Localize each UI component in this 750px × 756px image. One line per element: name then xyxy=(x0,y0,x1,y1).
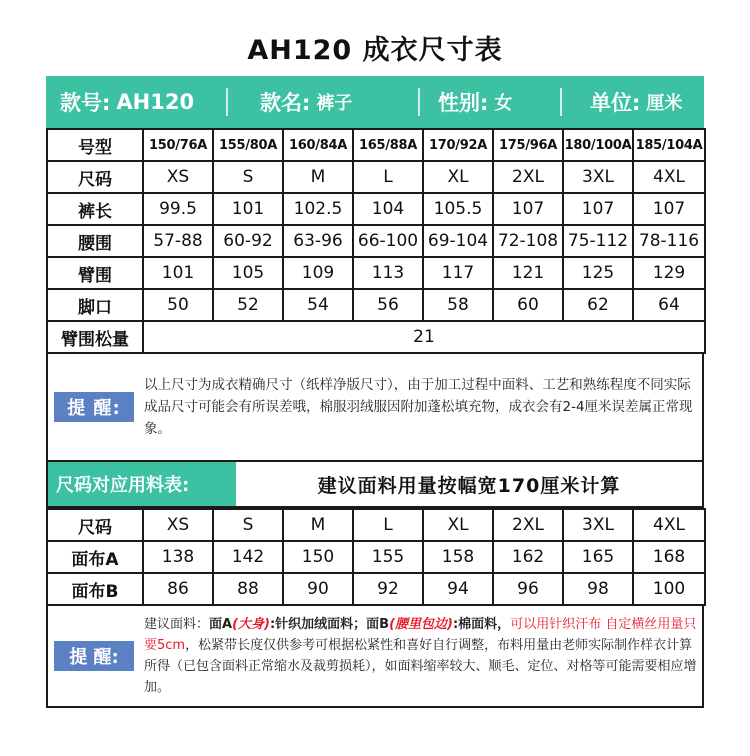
reminder-badge-2: 提 醒: xyxy=(54,641,134,671)
table-cell: 113 xyxy=(353,257,423,289)
row-label: 面布B xyxy=(47,573,143,605)
size-row xyxy=(47,193,705,225)
table-cell: 98 xyxy=(563,573,633,605)
table-cell: XS xyxy=(143,509,213,541)
ease-row xyxy=(47,321,705,353)
note-box xyxy=(46,354,704,462)
table-cell: 99.5 xyxy=(143,193,213,225)
table-cell: 60-92 xyxy=(213,225,283,257)
note-text: 以上尺寸为成衣精确尺寸（纸样净版尺寸），由于加工过程中面料、工艺和熟练程度不同实际成品尺寸可能会有所误差哦，棉服羽绒服因附加蓬松填充物，成衣会有2-4厘米误差属正常现象。 xyxy=(144,377,693,437)
table-cell: 160/84A xyxy=(283,129,353,161)
style-number-value: AH120 xyxy=(116,90,195,114)
note2-part: 可以用针织汗布 自定横丝用量只要5cm xyxy=(144,617,697,653)
table-cell: 63-96 xyxy=(283,225,353,257)
fabric-note-text xyxy=(144,614,699,698)
row-label: 号型 xyxy=(47,129,143,161)
table-cell: 168 xyxy=(633,541,705,573)
table-cell: 155/80A xyxy=(213,129,283,161)
note2-part: ，松紧带长度仅供参考可根据松紧性和喜好自行调整，布料用量由老师实际制作样衣计算所得（已包含面料正常缩水及裁剪损耗），如面料缩率较大、顺毛、定位、对格等可能需要相应增加。 xyxy=(144,638,697,695)
row-label: 脚口 xyxy=(47,289,143,321)
table-cell: 104 xyxy=(353,193,423,225)
table-cell: 69-104 xyxy=(423,225,493,257)
size-table xyxy=(46,128,706,354)
note2-part: :棉面料， xyxy=(452,617,511,632)
table-cell: 142 xyxy=(213,541,283,573)
table-cell: 125 xyxy=(563,257,633,289)
table-cell: 50 xyxy=(143,289,213,321)
table-cell: 101 xyxy=(213,193,283,225)
table-cell: 66-100 xyxy=(353,225,423,257)
size-row xyxy=(47,225,705,257)
gender-value: 女 xyxy=(494,93,513,114)
table-cell: 165/88A xyxy=(353,129,423,161)
size-row xyxy=(47,257,705,289)
ease-value: 21 xyxy=(143,321,705,353)
table-cell: 117 xyxy=(423,257,493,289)
note2-part: 面A xyxy=(209,617,233,632)
page-title: AH120 成衣尺寸表 xyxy=(247,35,503,66)
table-cell: L xyxy=(353,509,423,541)
table-cell: 107 xyxy=(563,193,633,225)
row-label: 面布A xyxy=(47,541,143,573)
unit-label: 单位: xyxy=(590,91,641,115)
table-cell: 92 xyxy=(353,573,423,605)
table-cell: 90 xyxy=(283,573,353,605)
table-cell: 2XL xyxy=(493,161,563,193)
table-cell: 158 xyxy=(423,541,493,573)
gender-cell xyxy=(418,76,560,128)
table-cell: 86 xyxy=(143,573,213,605)
info-header-bar xyxy=(46,76,704,128)
style-name-label: 款名: xyxy=(260,91,311,115)
size-chart xyxy=(46,76,704,708)
row-label: 腰围 xyxy=(47,225,143,257)
style-name-value: 裤子 xyxy=(316,93,353,114)
reminder-badge: 提 醒: xyxy=(54,392,134,422)
table-cell: S xyxy=(213,161,283,193)
table-cell: 56 xyxy=(353,289,423,321)
style-number-cell xyxy=(46,76,226,128)
style-name-cell xyxy=(226,76,418,128)
size-row xyxy=(47,161,705,193)
table-cell: 2XL xyxy=(493,509,563,541)
table-cell: 107 xyxy=(633,193,705,225)
fabric-usage-table xyxy=(46,508,706,606)
usage-row xyxy=(47,541,705,573)
table-cell: 150 xyxy=(283,541,353,573)
table-cell: 155 xyxy=(353,541,423,573)
table-cell: XS xyxy=(143,161,213,193)
table-cell: 75-112 xyxy=(563,225,633,257)
table-cell: 4XL xyxy=(633,509,705,541)
table-cell: XL xyxy=(423,161,493,193)
usage-title: 尺码对应用料表: xyxy=(48,462,236,506)
row-label: 裤长 xyxy=(47,193,143,225)
style-number-label: 款号: xyxy=(60,91,111,115)
table-cell: 100 xyxy=(633,573,705,605)
fabric-note-box xyxy=(46,606,704,708)
table-cell: 94 xyxy=(423,573,493,605)
table-cell: 3XL xyxy=(563,509,633,541)
table-cell: 64 xyxy=(633,289,705,321)
table-cell: 138 xyxy=(143,541,213,573)
table-cell: 4XL xyxy=(633,161,705,193)
note2-part: 面B xyxy=(366,617,390,632)
table-cell: 72-108 xyxy=(493,225,563,257)
note2-part: :针织加绒面料； xyxy=(269,617,367,632)
table-cell: 170/92A xyxy=(423,129,493,161)
table-cell: 165 xyxy=(563,541,633,573)
table-cell: M xyxy=(283,509,353,541)
usage-row xyxy=(47,509,705,541)
table-cell: 78-116 xyxy=(633,225,705,257)
note2-part: 建议面料： xyxy=(144,617,210,632)
gender-label: 性别: xyxy=(438,91,489,115)
table-cell: 180/100A xyxy=(563,129,633,161)
table-cell: XL xyxy=(423,509,493,541)
table-cell: 101 xyxy=(143,257,213,289)
table-cell: 150/76A xyxy=(143,129,213,161)
table-cell: 162 xyxy=(493,541,563,573)
row-label: 尺码 xyxy=(47,161,143,193)
table-cell: 57-88 xyxy=(143,225,213,257)
size-row xyxy=(47,129,705,161)
table-cell: 121 xyxy=(493,257,563,289)
unit-value: 厘米 xyxy=(646,93,683,114)
table-cell: 88 xyxy=(213,573,283,605)
usage-header xyxy=(46,462,704,508)
table-cell: 129 xyxy=(633,257,705,289)
table-cell: 58 xyxy=(423,289,493,321)
table-cell: M xyxy=(283,161,353,193)
table-cell: 96 xyxy=(493,573,563,605)
note2-part: (大身) xyxy=(232,617,270,632)
usage-subtitle: 建议面料用量按幅宽170厘米计算 xyxy=(317,474,621,497)
row-label: 臂围 xyxy=(47,257,143,289)
unit-cell xyxy=(560,76,704,128)
table-cell: 54 xyxy=(283,289,353,321)
table-cell: 185/104A xyxy=(633,129,705,161)
table-cell: 102.5 xyxy=(283,193,353,225)
table-cell: S xyxy=(213,509,283,541)
table-cell: 62 xyxy=(563,289,633,321)
table-cell: 107 xyxy=(493,193,563,225)
table-cell: 60 xyxy=(493,289,563,321)
usage-row xyxy=(47,573,705,605)
table-cell: L xyxy=(353,161,423,193)
ease-label: 臂围松量 xyxy=(47,321,143,353)
table-cell: 109 xyxy=(283,257,353,289)
size-row xyxy=(47,289,705,321)
table-cell: 105 xyxy=(213,257,283,289)
table-cell: 105.5 xyxy=(423,193,493,225)
table-cell: 3XL xyxy=(563,161,633,193)
table-cell: 175/96A xyxy=(493,129,563,161)
note2-part: (腰里包边) xyxy=(389,617,453,632)
row-label: 尺码 xyxy=(47,509,143,541)
table-cell: 52 xyxy=(213,289,283,321)
